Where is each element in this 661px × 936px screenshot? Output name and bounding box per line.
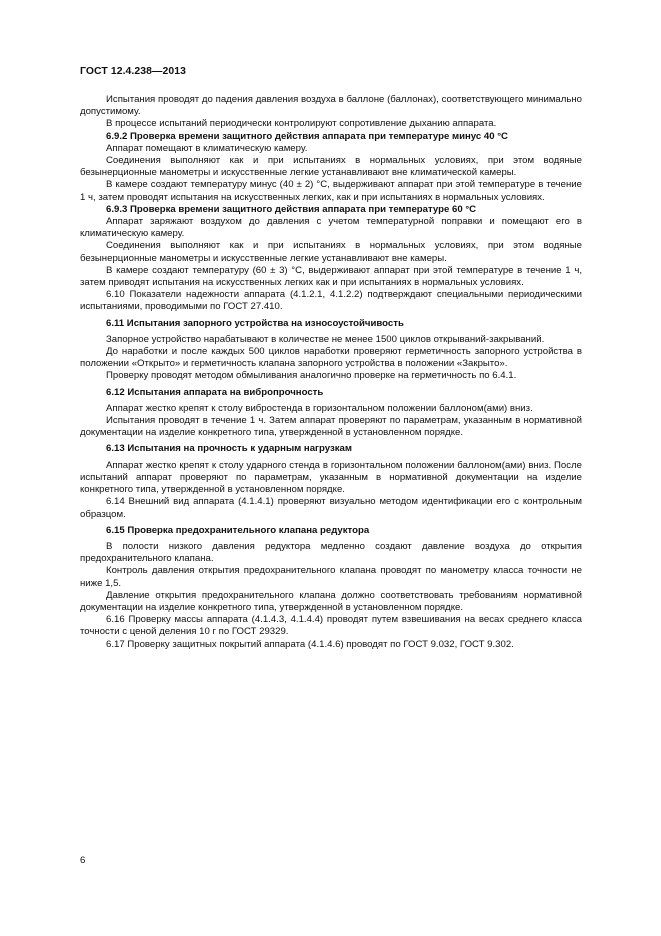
paragraph: Аппарат заряжают воздухом до давления с учетом температурной поправки и помещают его в климатическую камеру.: [80, 216, 582, 240]
paragraph: Соединения выполняют как и при испытаниях в нормальных условиях, при этом водяные безынерционные манометры и искусственные легкие устанавливают вне климатической камеры.: [80, 155, 582, 179]
section-heading-6-11: 6.11 Испытания запорного устройства на износоустойчивость: [106, 317, 404, 329]
section-heading-6-9-2: 6.9.2 Проверка времени защитного действия аппарата при температуре минус 40 °С: [106, 130, 508, 142]
paragraph: Давление открытия предохранительного клапана должно соответствовать требованиям нормативной документации на изделие конкретного типа, утвержденной в установленном порядке.: [80, 589, 582, 613]
document-code-header: ГОСТ 12.4.238—2013: [80, 66, 187, 77]
paragraph: 6.14 Внешний вид аппарата (4.1.4.1) проверяют визуально методом идентификации его с контрольным образцом.: [80, 496, 582, 520]
paragraph: Запорное устройство нарабатывают в количестве не менее 1500 циклов открываний-закрываний.: [106, 333, 545, 345]
paragraph: Испытания проводят до падения давления воздуха в баллоне (баллонах), соответствующего минимально допустимому.: [80, 94, 582, 118]
paragraph: 6.17 Проверку защитных покрытий аппарата (4.1.4.6) проводят по ГОСТ 9.032, ГОСТ 9.302.: [106, 638, 514, 650]
paragraph: Аппарат помещают в климатическую камеру.: [106, 142, 308, 154]
paragraph: Проверку проводят методом обмыливания аналогично проверке на герметичность по 6.4.1.: [106, 370, 517, 382]
section-heading-6-9-3: 6.9.3 Проверка времени защитного действия аппарата при температуре 60 °С: [106, 203, 477, 215]
paragraph: В полости низкого давления редуктора медленно создают давление воздуха до открытия предохранительного клапана.: [80, 540, 582, 565]
paragraph: В камере создают температуру минус (40 ± 2) °С, выдерживают аппарат при этой температуре в течение 1 ч, затем проводят испытания на искусственных легких, как и при испытаниях в нормальных условиях.: [80, 179, 582, 203]
paragraph: До наработки и после каждых 500 циклов наработки проверяют герметичность запорного устройства в положении «Открыто» и герметичность клапана запорного устройства в положении «Закрыто».: [80, 346, 582, 370]
paragraph: Аппарат жестко крепят к столу ударного стенда в горизонтальном положении баллоном(ами) вниз. После испытаний аппарат проверяют по параметрам, указанным в нормативной документации на изделие конкретного типа, утвержденной в установленном порядке.: [80, 459, 582, 496]
paragraph: 6.16 Проверку массы аппарата (4.1.4.3, 4.1.4.4) проводят путем взвешивания на весах среднего класса точности с ценой деления 10 г по ГОСТ 29329.: [80, 614, 582, 638]
paragraph: Соединения выполняют как и при испытаниях в нормальных условиях, при этом водяные безынерционные манометры и искусственные легкие устанавливают вне камеры.: [80, 240, 582, 264]
section-heading-6-15: 6.15 Проверка предохранительного клапана редуктора: [106, 524, 370, 536]
paragraph: В процессе испытаний периодически контролируют сопротивление дыханию аппарата.: [106, 118, 497, 130]
section-heading-6-13: 6.13 Испытания на прочность к ударным нагрузкам: [106, 443, 352, 455]
paragraph: В камере создают температуру (60 ± 3) °С, выдерживают аппарат при этой температуре в течение 1 ч, затем приводят испытания на искусственных легких как и при испытаниях в нормальных условиях.: [80, 264, 582, 289]
section-heading-6-12: 6.12 Испытания аппарата на вибропрочность: [106, 386, 324, 398]
paragraph: Испытания проводят в течение 1 ч. Затем аппарат проверяют по параметрам, указанным в нормативной документации на изделие конкретного типа, утвержденной в установленном порядке.: [80, 415, 582, 439]
paragraph: Аппарат жестко крепят к столу вибростенда в горизонтальном положении баллоном(ами) вниз.: [106, 402, 533, 414]
paragraph: 6.10 Показатели надежности аппарата (4.1.2.1, 4.1.2.2) подтверждают специальными периодическими испытаниями, проводимыми по ГОСТ 27.410.: [80, 289, 582, 313]
page-number: 6: [80, 855, 86, 866]
paragraph: Контроль давления открытия предохранительного клапана проводят по манометру класса точности не ниже 1,5.: [80, 565, 582, 589]
document-body: [80, 94, 582, 651]
